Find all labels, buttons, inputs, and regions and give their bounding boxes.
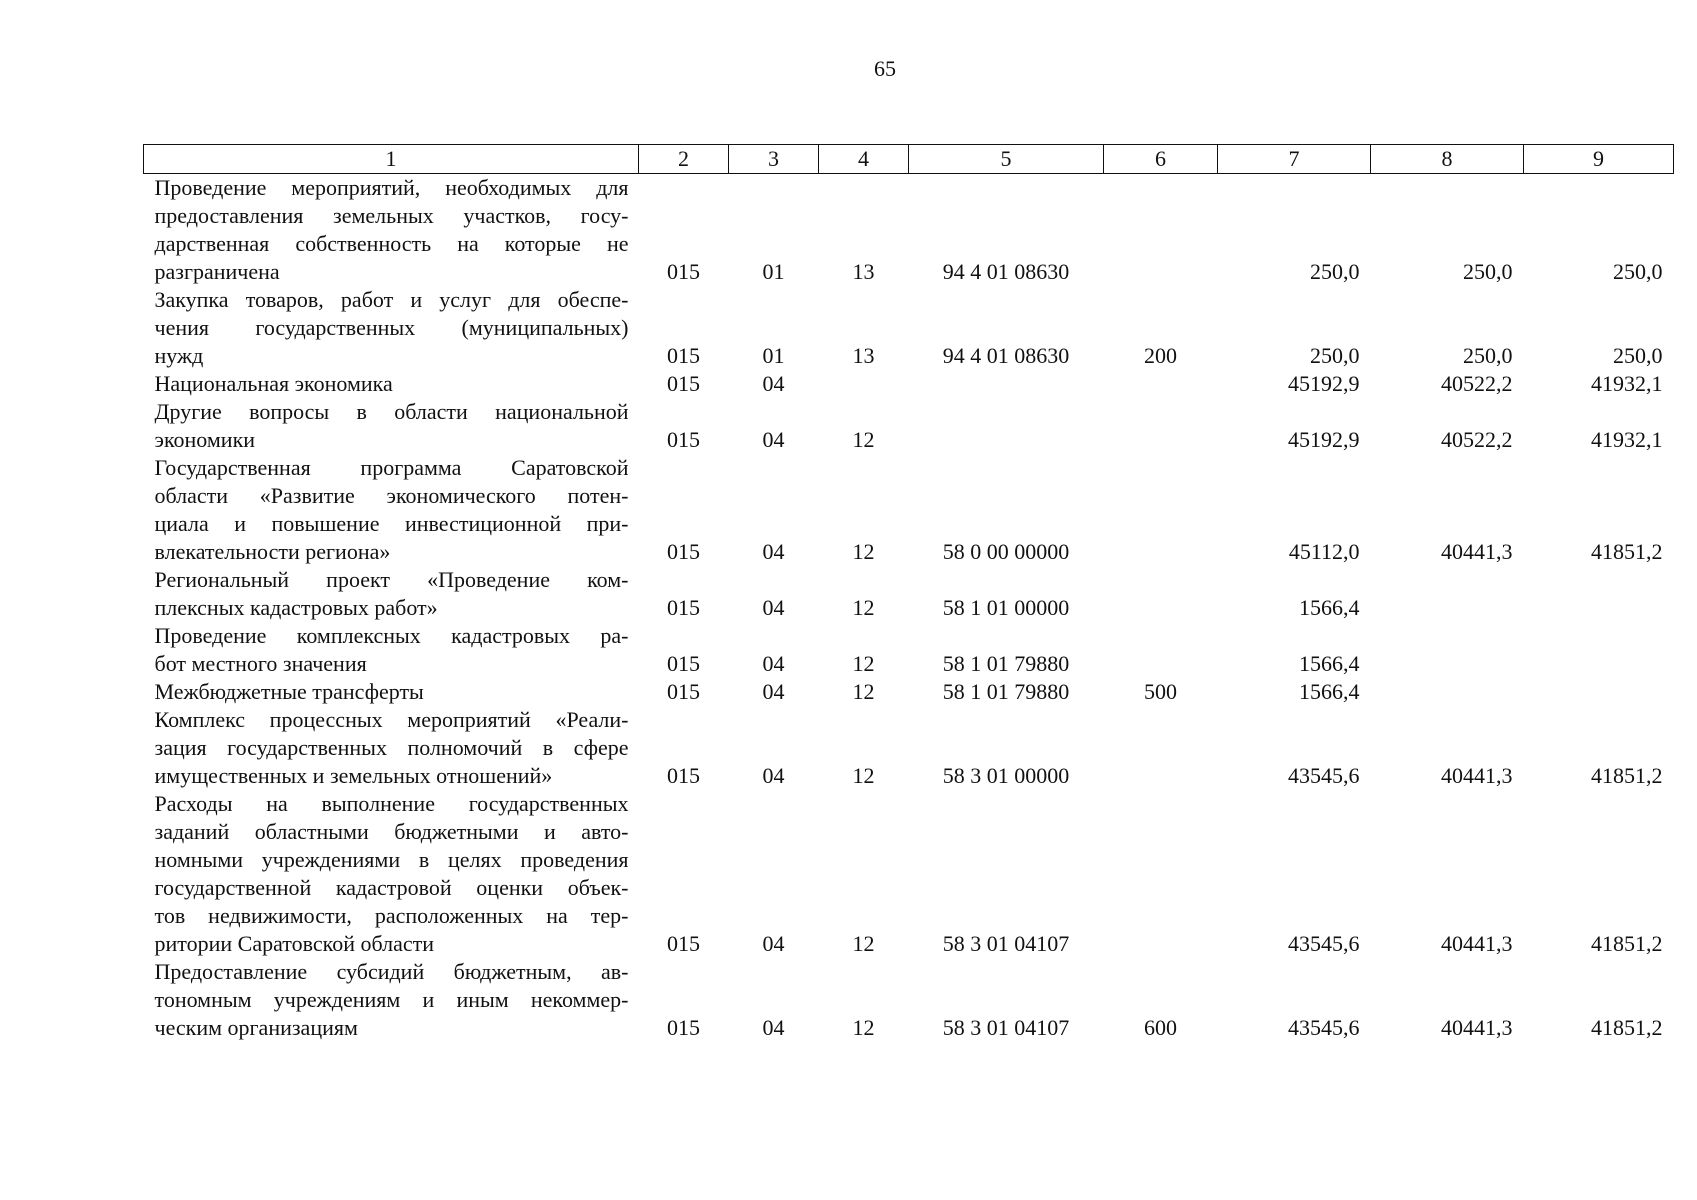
table-row [144,678,1674,706]
amount-year-1: 43545,6 [1288,763,1360,788]
amount-year-2: 250,0 [1463,259,1513,284]
header-col-8: 8 [1371,145,1524,174]
amount-year-2: 40441,3 [1441,539,1513,564]
row-name-line: Другие вопросы в области национальной [154,399,629,424]
amount-year-3 [1524,566,1674,622]
target-article: 58 1 01 79880 [942,651,1070,676]
ministry-code: 015 [667,427,700,452]
subsection-code: 12 [852,427,875,452]
ministry-code: 015 [667,371,700,396]
ministry-code: 015 [667,679,700,704]
amount-year-1: 1566,4 [1299,679,1360,704]
row-name-line: чения государственных (муниципальных) [154,315,629,340]
row-name-line: государственной кадастровой оценки объек- [154,875,629,900]
header-col-6: 6 [1104,145,1218,174]
page-number: 65 [874,56,896,81]
amount-year-3: 41851,2 [1591,1015,1663,1040]
row-name-line: Региональный проект «Проведение ком- [154,567,629,592]
expense-type [1104,622,1218,678]
section-code: 04 [762,427,785,452]
amount-year-3: 41932,1 [1591,371,1663,396]
row-name [144,566,639,622]
row-name-line: Предоставление субсидий бюджетным, ав- [154,959,629,984]
row-name [144,398,639,454]
section-code: 04 [762,651,785,676]
section-code: 04 [762,763,785,788]
amount-year-3: 41932,1 [1591,427,1663,452]
table-row [144,370,1674,398]
amount-year-2: 40522,2 [1441,427,1513,452]
row-name-line: номными учреждениями в целях проведения [154,847,629,872]
amount-year-3: 41851,2 [1591,539,1663,564]
budget-table [143,144,1674,1042]
section-code: 01 [762,343,785,368]
header-col-4: 4 [819,145,909,174]
row-name-line: ческим организациям [154,1015,358,1040]
target-article: 58 1 01 00000 [942,595,1070,620]
table-row [144,286,1674,370]
row-name [144,286,639,370]
row-name-line: ритории Саратовской области [154,931,435,956]
amount-year-1: 250,0 [1310,259,1360,284]
subsection-code: 12 [852,679,875,704]
header-col-2: 2 [639,145,729,174]
subsection-code: 13 [852,259,875,284]
table-row [144,454,1674,566]
amount-year-2: 40441,3 [1441,1015,1513,1040]
amount-year-2: 40441,3 [1441,763,1513,788]
amount-year-3: 41851,2 [1591,931,1663,956]
row-name-line: области «Развитие экономического потен- [154,483,629,508]
subsection-code: 12 [852,595,875,620]
expense-type: 200 [1144,343,1177,368]
header-col-9: 9 [1524,145,1674,174]
row-name-line: имущественных и земельных отношений» [154,763,553,788]
row-name [144,454,639,566]
expense-type [1104,454,1218,566]
row-name-line: заданий областными бюджетными и авто- [154,819,629,844]
ministry-code: 015 [667,763,700,788]
section-code: 01 [762,259,785,284]
amount-year-2: 40522,2 [1441,371,1513,396]
expense-type [1104,566,1218,622]
target-article: 94 4 01 08630 [942,259,1070,284]
row-name-line: Проведение комплексных кадастровых ра- [154,623,629,648]
row-name-line: Проведение мероприятий, необходимых для [154,175,629,200]
expense-type [1104,706,1218,790]
subsection-code: 12 [852,539,875,564]
amount-year-2 [1371,678,1524,706]
ministry-code: 015 [667,259,700,284]
row-name [144,370,639,398]
table-row [144,706,1674,790]
row-name-line: циала и повышение инвестиционной при- [154,511,629,536]
subsection-code [819,370,909,398]
row-name [144,958,639,1042]
amount-year-3: 41851,2 [1591,763,1663,788]
expense-type [1104,790,1218,958]
row-name [144,174,639,287]
target-article: 94 4 01 08630 [942,343,1070,368]
row-name-line: плексных кадастровых работ» [154,595,438,620]
amount-year-1: 1566,4 [1299,595,1360,620]
table-row [144,622,1674,678]
amount-year-1: 45192,9 [1288,427,1360,452]
subsection-code: 13 [852,343,875,368]
ministry-code: 015 [667,539,700,564]
row-name-line: тов недвижимости, расположенных на тер- [154,903,629,928]
table-row [144,398,1674,454]
amount-year-2 [1371,622,1524,678]
row-name-line: Комплекс процессных мероприятий «Реали- [154,707,629,732]
expense-type: 600 [1144,1015,1177,1040]
header-col-1: 1 [144,145,639,174]
subsection-code: 12 [852,1015,875,1040]
row-name-line: бот местного значения [154,651,367,676]
expense-type [1104,174,1218,287]
expense-type [1104,370,1218,398]
ministry-code: 015 [667,343,700,368]
ministry-code: 015 [667,595,700,620]
row-name [144,790,639,958]
target-article: 58 1 01 79880 [942,679,1070,704]
expense-type: 500 [1144,679,1177,704]
row-name-line: Государственная программа Саратовской [154,455,629,480]
target-article [909,398,1104,454]
table-row [144,566,1674,622]
amount-year-1: 43545,6 [1288,931,1360,956]
header-col-7: 7 [1218,145,1371,174]
row-name-line: разграничена [154,259,280,284]
table-header [144,145,1674,174]
row-name [144,622,639,678]
subsection-code: 12 [852,651,875,676]
row-name [144,678,639,706]
row-name-line: предоставления земельных участков, госу- [154,203,629,228]
subsection-code: 12 [852,931,875,956]
row-name-line: Национальная экономика [154,371,393,396]
section-code: 04 [762,1015,785,1040]
row-name-line: нужд [154,343,204,368]
row-name-line: тономным учреждениям и иным некоммер- [154,987,629,1012]
target-article: 58 3 01 04107 [942,1015,1070,1040]
section-code: 04 [762,595,785,620]
amount-year-3: 250,0 [1613,343,1663,368]
amount-year-3 [1524,678,1674,706]
amount-year-3 [1524,622,1674,678]
amount-year-1: 43545,6 [1288,1015,1360,1040]
amount-year-1: 250,0 [1310,343,1360,368]
amount-year-1: 45112,0 [1288,539,1360,564]
header-col-3: 3 [729,145,819,174]
row-name-line: Расходы на выполнение государственных [154,791,629,816]
target-article: 58 3 01 00000 [942,763,1070,788]
table-row [144,958,1674,1042]
ministry-code: 015 [667,1015,700,1040]
row-name-line: влекательности региона» [154,539,391,564]
ministry-code: 015 [667,651,700,676]
section-code: 04 [762,371,785,396]
amount-year-2: 250,0 [1463,343,1513,368]
section-code: 04 [762,931,785,956]
expense-type [1104,398,1218,454]
row-name-line: экономики [154,427,256,452]
target-article [909,370,1104,398]
row-name-line: зация государственных полномочий в сфере [154,735,629,760]
amount-year-2: 40441,3 [1441,931,1513,956]
row-name-line: дарственная собственность на которые не [154,231,629,256]
row-name-line: Закупка товаров, работ и услуг для обеспе- [154,287,629,312]
amount-year-2 [1371,566,1524,622]
header-row [144,145,1674,174]
ministry-code: 015 [667,931,700,956]
row-name-line: Межбюджетные трансферты [154,679,424,704]
target-article: 58 0 00 00000 [942,539,1070,564]
table-row [144,790,1674,958]
header-col-5: 5 [909,145,1104,174]
subsection-code: 12 [852,763,875,788]
amount-year-3: 250,0 [1613,259,1663,284]
table-body [144,174,1674,1043]
target-article: 58 3 01 04107 [942,931,1070,956]
row-name [144,706,639,790]
amount-year-1: 45192,9 [1288,371,1360,396]
table-row [144,174,1674,287]
section-code: 04 [762,539,785,564]
section-code: 04 [762,679,785,704]
amount-year-1: 1566,4 [1299,651,1360,676]
